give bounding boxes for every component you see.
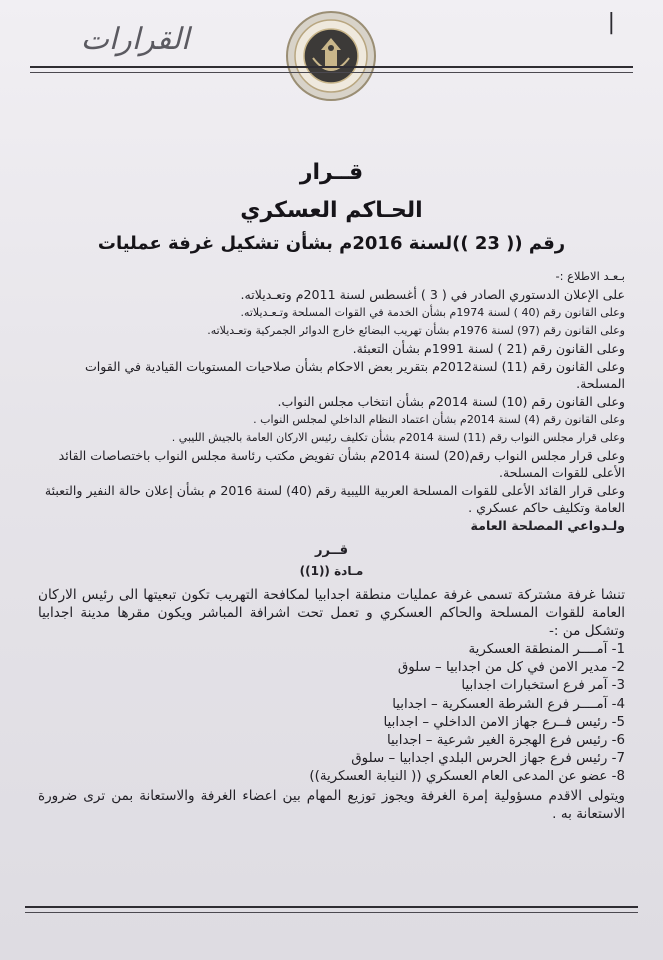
- footer-divider-thin: [25, 912, 638, 913]
- preamble-item: وعلى القانون رقم (40 ) لسنة 1974م بشأن الخدمة في القوات المسلحة وتـعـديلاته.: [240, 306, 625, 319]
- preamble-item: وعلى القانون رقم (10) لسنة 2014م بشأن انتخاب مجلس النواب.: [277, 394, 625, 409]
- header-divider-thin: [30, 72, 633, 73]
- preamble-item: وعلى القانون رقم (97) لسنة 1976م بشأن تهريب البضائع خارج الدوائر الجمركية وتعـديلاته.: [207, 324, 625, 337]
- list-item: 4- آمــــر فرع الشرطة العسكرية – اجدابيا: [392, 696, 625, 712]
- list-item: 6- رئيس فرع الهجرة الغير شرعية – اجدابيا: [386, 733, 625, 749]
- preamble-item: وعلى القانون رقم (11) لسنة2012م بتقرير بعض الاحكام بشأن صلاحيات المستويات القيادية في القوات المسلحة.: [84, 359, 625, 391]
- document-body: [38, 268, 625, 824]
- list-item: 8- عضو عن المدعى العام العسكري (( النيابة العسكرية)): [309, 769, 625, 785]
- list-item: 7- رئيس فرع جهاز الحرس البلدي اجدابيا – سلوق: [351, 751, 625, 767]
- preamble-item: وعلى قرار مجلس النواب رقم(20) لسنة 2014م بشأن تفويض مكتب رئاسة مجلس النواب باختصاصات القائد الأعلى للقوات المسلحة.: [58, 448, 625, 480]
- section-title: القرارات: [80, 22, 190, 57]
- page-mark: |: [607, 10, 615, 35]
- issuer-title: الحـاكم العسكري: [240, 198, 423, 223]
- preamble-item: على الإعلان الدستوري الصادر في ( 3 ) أغسطس لسنة 2011م وتعـديلاته.: [240, 287, 625, 302]
- preamble-intro: بـعـد الاطلاع :-: [555, 269, 625, 283]
- list-item: 5- رئيس فــرع جهاز الامن الداخلي – اجدابيا: [383, 714, 625, 730]
- article-heading: مـادة ((1)): [299, 564, 364, 578]
- decision-label: قــرار: [299, 160, 364, 185]
- preamble-item: ولـدواعي المصلحة العامة: [470, 518, 625, 533]
- preamble-item: وعلى القانون رقم (21 ) لسنة 1991م بشأن التعبئة.: [352, 341, 625, 356]
- footer-divider: [25, 906, 638, 908]
- member-list: [38, 641, 625, 787]
- preamble-item: وعلى القانون رقم (4) لسنة 2014م بشأن اعتماد النظام الداخلي لمجلس النواب .: [253, 413, 625, 426]
- list-item: 2- مدير الامن في كل من اجدابيا – سلوق: [397, 660, 625, 676]
- seal-emblem-icon: [283, 8, 379, 104]
- decision-subject: رقم (( 23 ))لسنة 2016م بشأن تشكيل غرفة عمليات: [97, 233, 566, 254]
- preamble-item: وعلى قرار القائد الأعلى للقوات المسلحة العربية الليبية رقم (40) لسنة 2016 م بشأن إعلان حالة النفير والتعبئة العامة وتكليف حاكم عسكري .: [44, 483, 625, 515]
- header-divider: [30, 66, 633, 68]
- list-item: 3- آمر فرع استخبارات اجدابيا: [461, 678, 625, 694]
- article-paragraph: تنشا غرفة مشتركة تسمى غرفة عمليات منطقة اجدابيا لمكافحة التهريب تكون تبعيتها الى رئيس الاركان العامة للقوات المسلحة والحاكم العسكري و تعمل تحت اشرافة المباشر ويكون مقرها مدينة اجدابيا وتشكل من :-: [38, 587, 625, 639]
- closing-paragraph: ويتولى الاقدم مسؤولية إمرة الغرفة ويجوز توزيع المهام بين اعضاء الغرفة والاستعانة بمن ترى ضرورة الاستعانة به .: [38, 787, 625, 822]
- preamble-item: وعلى قرار مجلس النواب رقم (11) لسنة 2014م بشأن تكليف رئيس الاركان العامة بالجيش الليبي .: [171, 431, 625, 444]
- decision-heading: قــرر: [315, 543, 348, 558]
- list-item: 1- آمــــر المنطقة العسكرية: [468, 642, 625, 657]
